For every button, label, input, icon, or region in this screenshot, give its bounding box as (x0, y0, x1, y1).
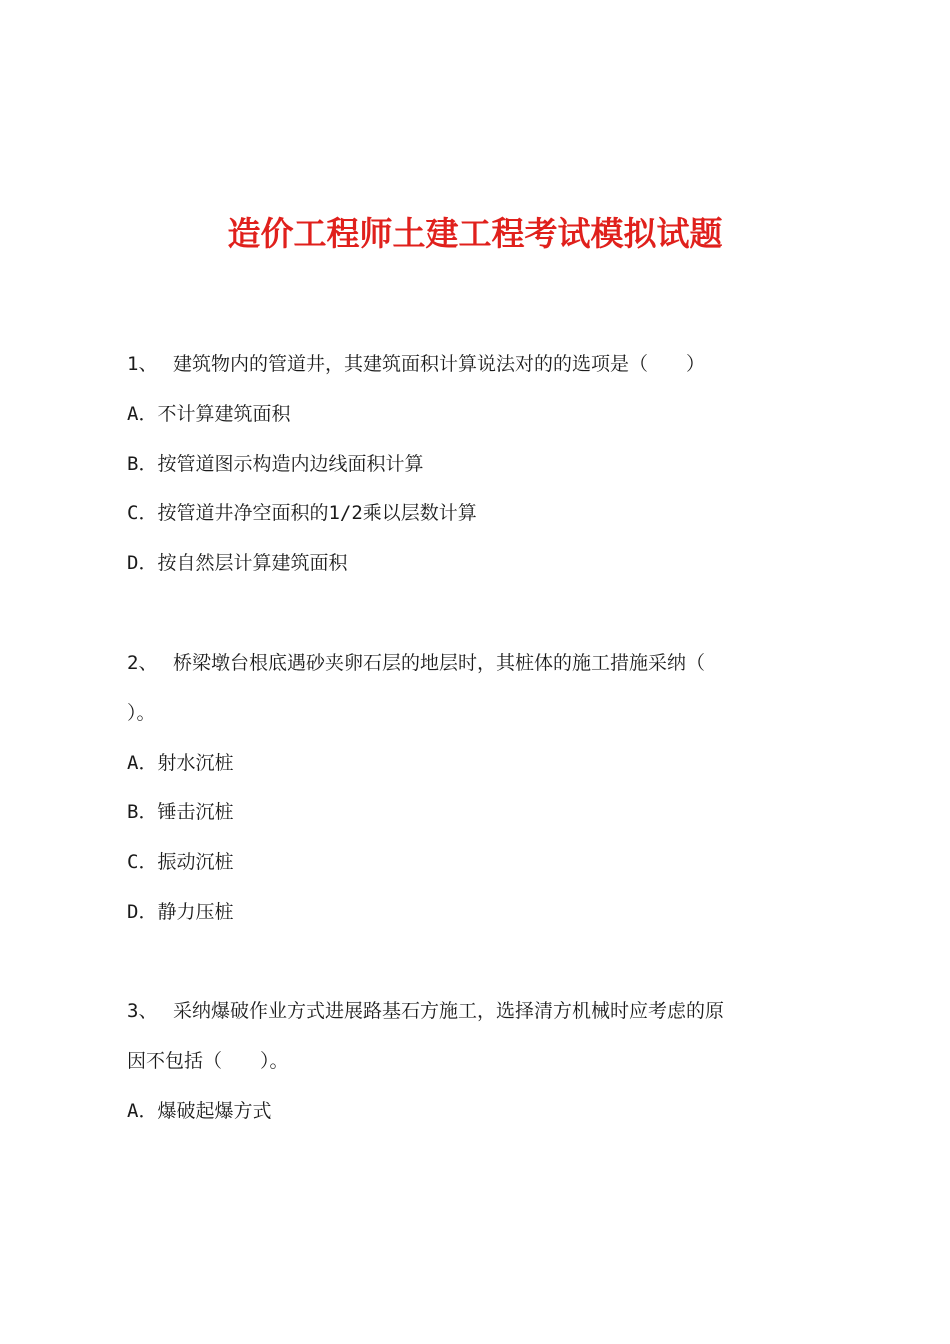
question-3-stem (127, 997, 724, 1025)
document-title: 造价工程师土建工程考试模拟试题 (227, 214, 723, 253)
question-1-stem (127, 350, 705, 378)
question-text: 采纳爆破作业方式进展路基石方施工，选择清方机械时应考虑的原 (173, 1000, 725, 1022)
question-2-option-a: A．射水沉桩 (127, 752, 234, 774)
question-text: 建筑物内的管道井，其建筑面积计算说法对的的选项是（ ） (173, 353, 706, 375)
question-2-stem-continuation: ）。 (127, 702, 156, 724)
question-number: 3、 (127, 1000, 158, 1022)
question-1-option-b: B．按管道图示构造内边线面积计算 (127, 453, 424, 475)
question-3-stem-continuation: 因不包括（ ）。 (127, 1050, 289, 1072)
question-2-option-b: B．锤击沉桩 (127, 801, 234, 823)
question-1-option-a: A．不计算建筑面积 (127, 403, 291, 425)
question-2-option-d: D．静力压桩 (127, 901, 234, 923)
question-2-stem (127, 649, 705, 677)
question-text: 桥梁墩台根底遇砂夹卵石层的地层时，其桩体的施工措施采纳（ (173, 652, 706, 674)
question-1-option-c: C．按管道井净空面积的1/2乘以层数计算 (127, 502, 477, 524)
question-2-option-c: C．振动沉桩 (127, 851, 234, 873)
question-1-option-d: D．按自然层计算建筑面积 (127, 552, 348, 574)
question-number: 2、 (127, 652, 158, 674)
question-number: 1、 (127, 353, 158, 375)
question-3-option-a: A．爆破起爆方式 (127, 1100, 272, 1122)
